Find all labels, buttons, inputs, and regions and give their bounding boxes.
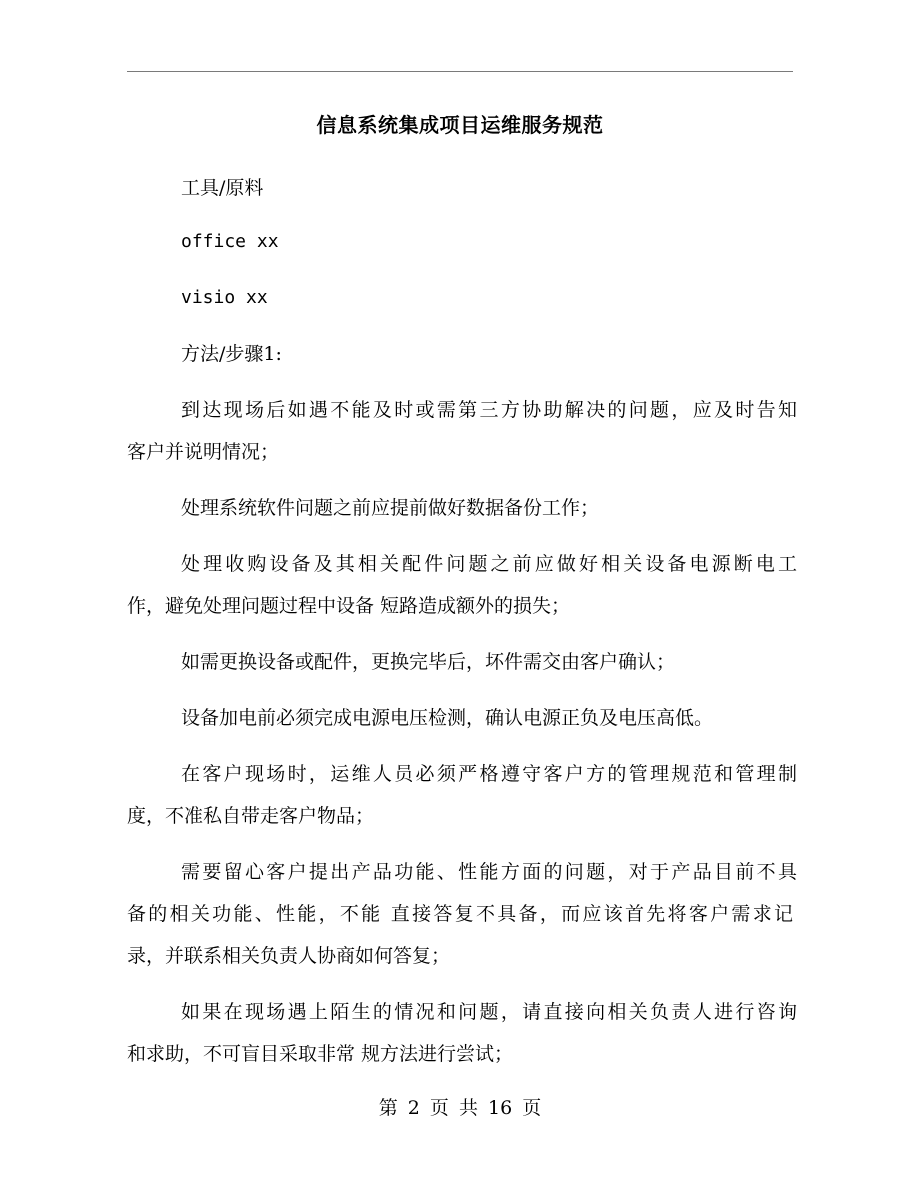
paragraph-line: 作，避免处理问题过程中设备 短路造成额外的损失； (127, 595, 571, 617)
paragraph-line: 度，不准私自带走客户物品； (127, 805, 375, 827)
paragraph-line: 到达现场后如遇不能及时或需第三方协助解决的问题，应及时告知 (181, 399, 797, 421)
page-footer: 第 2 页 共 16 页 (378, 1097, 542, 1119)
paragraph-line: 在客户现场时，运维人员必须严格遵守客户方的管理规范和管理制 (181, 763, 797, 785)
header-rule (127, 71, 793, 72)
paragraph-line: 需要留心客户提出产品功能、性能方面的问题，对于产品目前不具 (181, 861, 797, 883)
paragraph-line: 处理系统软件问题之前应提前做好数据备份工作； (181, 497, 600, 519)
paragraph-line: 备的相关功能、性能，不能 直接答复不具备，而应该首先将客户需求记 (127, 903, 793, 925)
tool-item-office: office xx (181, 231, 279, 252)
steps-heading: 方法/步骤1: (181, 343, 282, 365)
paragraph-line: 录，并联系相关负责人协商如何答复； (127, 945, 451, 967)
paragraph-line: 客户并说明情况； (127, 441, 280, 463)
document-title: 信息系统集成项目运维服务规范 (316, 113, 604, 137)
paragraph-line: 如需更换设备或配件，更换完毕后，坏件需交由客户确认； (181, 651, 676, 673)
paragraph-line: 处理收购设备及其相关配件问题之前应做好相关设备电源断电工 (181, 553, 797, 575)
tools-heading: 工具/原料 (181, 177, 264, 199)
tool-item-visio: visio xx (181, 287, 268, 308)
paragraph-line: 设备加电前必须完成电源电压检测，确认电源正负及电压高低。 (181, 707, 714, 729)
paragraph-line: 和求助，不可盲目采取非常 规方法进行尝试； (127, 1043, 514, 1065)
paragraph-line: 如果在现场遇上陌生的情况和问题，请直接向相关负责人进行咨询 (181, 1001, 797, 1023)
